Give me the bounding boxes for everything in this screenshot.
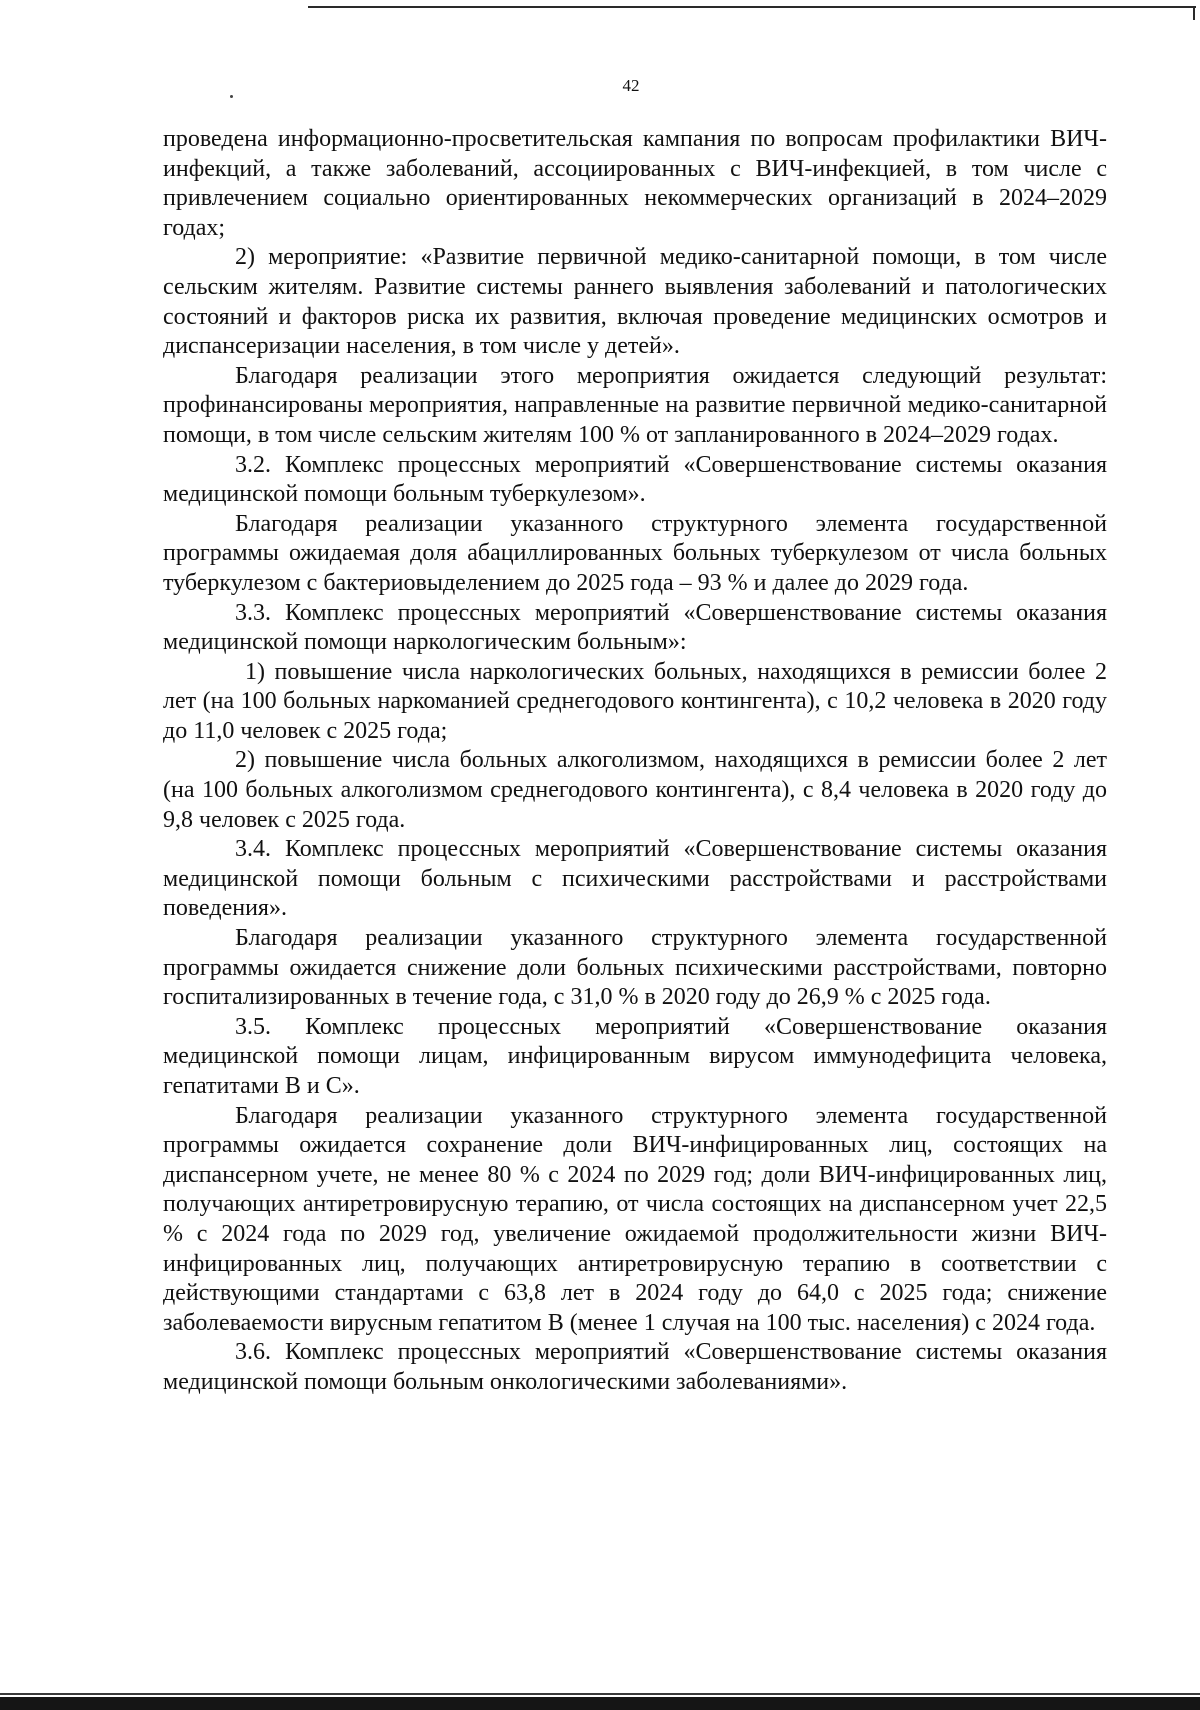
paragraph-primary-care-result: Благодаря реализации этого мероприятия ожидается следующий результат: профинансированы мероприятия, направленные на развитие первичной медико-санитарной помощи, в том числе сельским жителям 100 % от запланированного в 2024–2029 годах. [163, 362, 1107, 448]
paragraph-tuberculosis-result: Благодаря реализации указанного структурного элемента государственной программы ожидаемая доля абациллированных больных туберкулезом от числа больных туберкулезом с бактериовыделением до 2025 года – 93 % и далее до 2029 года. [163, 510, 1107, 596]
paragraph-hiv-hepatitis-result: Благодаря реализации указанного структурного элемента государственной программы ожидается сохранение доли ВИЧ-инфицированных лиц, состоящих на диспансерном учете, не менее 80 % с 2024 по 2029 год; доли ВИЧ-инфицированных лиц, получающих антиретровирусную терапию, от числа состоящих на диспансерном учет 22,5 % с 2024 года по 2029 год, увеличение ожидаемой продолжительности жизни ВИЧ-инфицированных лиц, получающих антиретровирусную терапию в соответствии с действующими стандартами с 63,8 лет в 2024 году до 64,0 с 2025 года; снижение заболеваемости вирусным гепатитом В (менее 1 случая на 100 тыс. населения) с 2024 года. [163, 1102, 1107, 1336]
scan-top-border [308, 6, 1196, 8]
paragraph-narcology-item-1: 1) повышение числа наркологических больных, находящихся в ремиссии более 2 лет (на 100 больных наркоманией среднегодового контингента), с 10,2 человека в 2020 году до 11,0 человек с 2025 года; [163, 658, 1107, 744]
paragraph-mental-health-result: Благодаря реализации указанного структурного элемента государственной программы ожидается снижение доли больных психическими расстройствами, повторно госпитализированных в течение года, с 31,0 % в 2020 году до 26,9 % с 2025 года. [163, 925, 1107, 1011]
paragraph-section-3-3: 3.3. Комплекс процессных мероприятий «Совершенствование системы оказания медицинской помощи наркологическим больным»: [163, 599, 1107, 656]
paragraph-section-3-5: 3.5. Комплекс процессных мероприятий «Совершенствование оказания медицинской помощи лицам, инфицированным вирусом иммунодефицита человека, гепатитами В и С». [163, 1013, 1107, 1099]
paragraph-section-3-6: 3.6. Комплекс процессных мероприятий «Совершенствование системы оказания медицинской помощи больным онкологическими заболеваниями». [163, 1339, 1107, 1395]
paragraph-primary-care-measure: 2) мероприятие: «Развитие первичной медико-санитарной помощи, в том числе сельским жителям. Развитие системы раннего выявления заболеваний и патологических состояний и факторов риска их развития, включая проведение медицинских осмотров и диспансеризации населения, в том числе у детей». [163, 244, 1107, 360]
page-number: 42 [622, 76, 640, 95]
paragraph-narcology-item-2: 2) повышение числа больных алкоголизмом, находящихся в ремиссии более 2 лет (на 100 больных алкоголизмом среднегодового контингента), с 8,4 человека в 2020 году до 9,8 человек с 2025 года. [163, 747, 1107, 833]
document-body [163, 125, 1107, 1398]
scan-top-border-corner [1193, 6, 1195, 20]
scan-speck [230, 95, 233, 98]
paragraph-section-3-2: 3.2. Комплекс процессных мероприятий «Совершенствование системы оказания медицинской помощи больным туберкулезом». [163, 451, 1107, 508]
paragraph-section-3-4: 3.4. Комплекс процессных мероприятий «Совершенствование системы оказания медицинской помощи больным с психическими расстройствами и расстройствами поведения». [163, 836, 1107, 922]
scan-bottom-border [0, 1697, 1200, 1710]
paragraph-hiv-campaign: проведена информационно-просветительская кампания по вопросам профилактики ВИЧ-инфекций, а также заболеваний, ассоциированных с ВИЧ-инфекцией, в том числе с привлечением социально ориентированных некоммерческих организаций в 2024–2029 годах; [163, 126, 1107, 241]
